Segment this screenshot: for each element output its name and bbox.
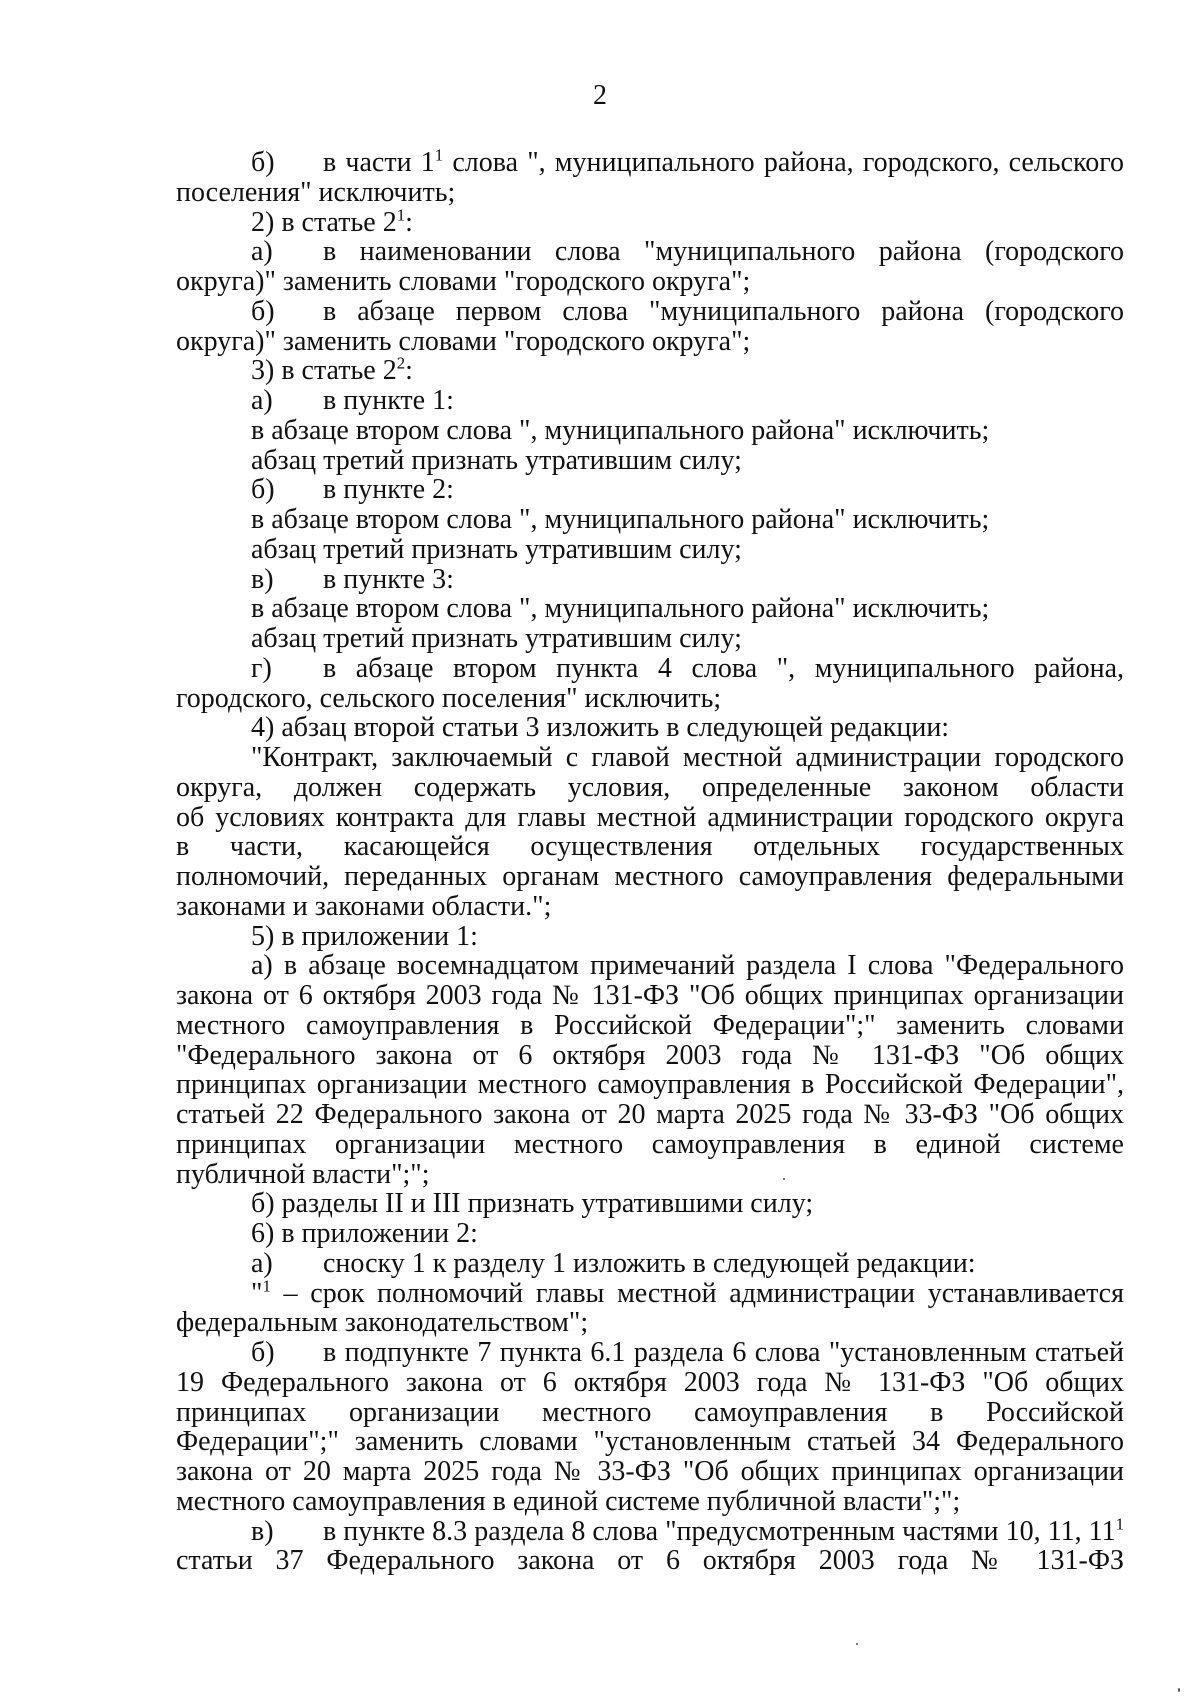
text-line: а) сноску 1 к разделу 1 изложить в следующей редакции: <box>251 1247 976 1279</box>
text-line: принципах организации местного самоуправления в единой системе <box>176 1129 1124 1160</box>
text-line: г) в абзаце втором пункта 4 слова ", муниципального района, <box>251 653 1124 684</box>
document-body <box>176 148 1124 1576</box>
text-line: федеральным законодательством"; <box>176 1307 589 1339</box>
text-line: принципах организации местного самоуправления в Российской Федерации", <box>176 1070 1124 1100</box>
text-line: "Контракт, заключаемый с главой местной администрации городского <box>251 743 1124 773</box>
text-line: местного самоуправления в единой системе публичной власти";"; <box>176 1485 961 1517</box>
item-marker: б) <box>251 1338 275 1368</box>
item-marker: б) <box>251 474 275 506</box>
text-line: б) в части $1^1$ слова ", муниципального района, городского, сельского <box>251 148 1124 178</box>
text-line: статьи 37 Федерального закона от 6 октября 2003 года № 131-ФЗ <box>176 1546 1124 1576</box>
text-line: об условиях контракта для главы местной администрации городского округа <box>176 802 1124 833</box>
text-line: в абзаце втором слова ", муниципального района" исключить; <box>251 504 990 535</box>
text-line: в части, касающейся осуществления отдельных государственных <box>176 832 1124 862</box>
item-marker: в) <box>251 563 274 595</box>
item-marker: а) <box>251 385 273 416</box>
text-line: 5) в приложении 1: <box>251 920 478 952</box>
text-line: б) в абзаце первом слова "муниципального района (городского <box>251 296 1124 327</box>
item-marker: г) <box>251 653 272 684</box>
text-line: б) разделы II и III признать утратившими силу; <box>251 1188 814 1220</box>
text-line: округа)" заменить словами "городского округа"; <box>176 266 751 297</box>
text-line: округа, должен содержать условия, определенные законом области <box>176 772 1124 803</box>
text-line: в) в пункте 8.3 раздела 8 слова "предусмотренным частями 10, 11, $11^1$ <box>251 1516 1124 1547</box>
item-marker: в) <box>251 1516 274 1547</box>
text-line: а) в наименовании слова "муниципального района (городского <box>251 237 1124 267</box>
item-marker: б) <box>251 296 275 327</box>
text-line: статьей 22 Федерального закона от 20 марта 2025 года № 33-ФЗ "Об общих <box>176 1100 1124 1130</box>
text-line: абзац третий признать утратившим силу; <box>251 533 742 565</box>
text-line: абзац третий признать утратившим силу; <box>251 444 742 476</box>
text-line: поселения" исключить; <box>176 176 456 208</box>
text-line: городского, сельского поселения" исключить; <box>176 682 722 714</box>
text-line: полномочий, переданных органам местного самоуправления федеральными <box>176 862 1124 892</box>
text-line: в) в пункте 3: <box>251 563 454 595</box>
text-line: а) в пункте 1: <box>251 385 454 416</box>
text-line: "$^1$ – срок полномочий главы местной администрации устанавливается <box>251 1278 1124 1309</box>
text-line: Федерации";" заменить словами "установленным статьей 34 Федерального <box>176 1427 1124 1457</box>
text-line: абзац третий признать утратившим силу; <box>251 623 742 654</box>
item-marker: б) <box>251 148 275 178</box>
text-line: 3) в статье $2^2$: <box>251 353 413 387</box>
scan-speck <box>856 1643 858 1645</box>
text-line: публичной власти";"; <box>176 1158 430 1190</box>
item-marker: а) <box>251 237 273 267</box>
text-line: в абзаце втором слова ", муниципального района" исключить; <box>251 414 990 446</box>
text-line: 2) в статье $2^1$: <box>251 205 413 238</box>
text-line: закона от 6 октября 2003 года № 131-ФЗ "Об общих принципах организации <box>176 981 1124 1011</box>
text-line: "Федерального закона от 6 октября 2003 года № 131-ФЗ "Об общих <box>176 1040 1124 1071</box>
text-line: местного самоуправления в Российской Федерации";" заменить словами <box>176 1010 1124 1041</box>
text-line: в абзаце втором слова ", муниципального района" исключить; <box>251 593 990 625</box>
text-line: б) в пункте 2: <box>251 474 454 506</box>
text-line: округа)" заменить словами "городского округа"; <box>176 325 751 357</box>
text-line: 19 Федерального закона от 6 октября 2003 года № 131-ФЗ "Об общих <box>176 1367 1124 1398</box>
text-line: закона от 20 марта 2025 года № 33-ФЗ "Об общих принципах организации <box>176 1457 1124 1487</box>
text-line: принципах организации местного самоуправления в Российской <box>176 1397 1124 1428</box>
text-line: законами и законами области."; <box>176 890 552 922</box>
page-number: 2 <box>593 80 607 111</box>
text-line: 4) абзац второй статьи 3 изложить в следующей редакции: <box>251 712 950 744</box>
item-marker: а) <box>251 1247 273 1279</box>
text-line: а) в абзаце восемнадцатом примечаний раздела I слова "Федерального <box>251 951 1124 981</box>
scan-speck <box>1178 1688 1180 1692</box>
text-line: 6) в приложении 2: <box>251 1218 478 1249</box>
text-line: б) в подпункте 7 пункта 6.1 раздела 6 слова "установленным статьей <box>251 1338 1124 1368</box>
scan-speck <box>783 1178 785 1180</box>
